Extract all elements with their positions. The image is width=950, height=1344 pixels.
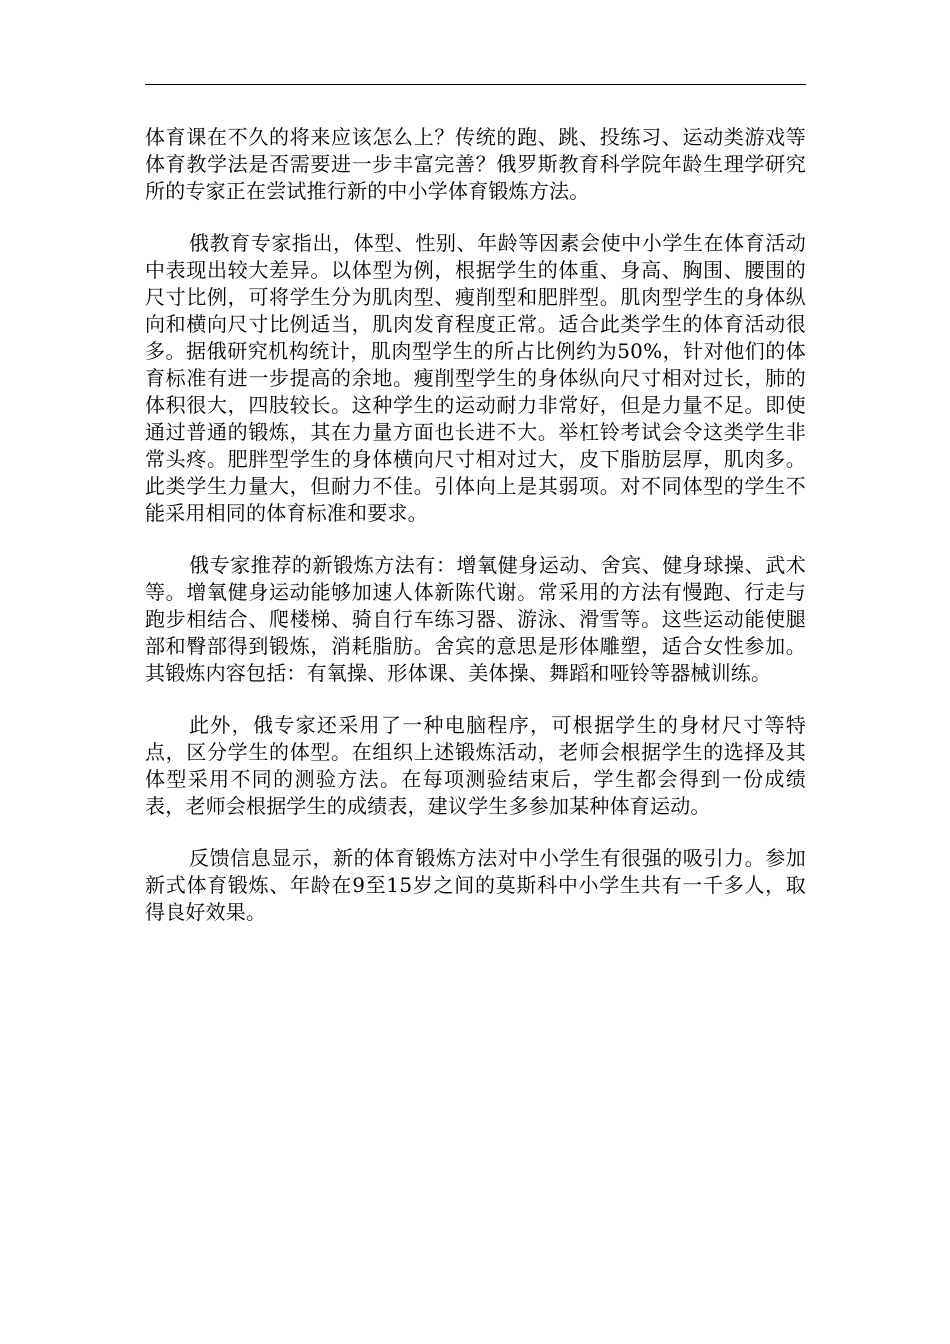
paragraph-intro: 体育课在不久的将来应该怎么上？传统的跑、跳、投练习、运动类游戏等体育教学法是否需要进一步丰富完善？俄罗斯教育科学院年龄生理学研究所的专家正在尝试推行新的中小学体育锻炼方法。	[145, 125, 806, 203]
paragraph-feedback: 反馈信息显示，新的体育锻炼方法对中小学生有很强的吸引力。参加新式体育锻炼、年龄在9至15岁之间的莫斯科中小学生共有一千多人，取得良好效果。	[145, 846, 806, 924]
paragraph-body-types: 俄教育专家指出，体型、性别、年龄等因素会使中小学生在体育活动中表现出较大差异。以体型为例，根据学生的体重、身高、胸围、腰围的尺寸比例，可将学生分为肌肉型、瘦削型和肥胖型。肌肉型学生的身体纵向和横向尺寸比例适当，肌肉发育程度正常。适合此类学生的体育活动很多。据俄研究机构统计，肌肉型学生的所占比例约为50%，针对他们的体育标准有进一步提高的余地。瘦削型学生的身体纵向尺寸相对过长，肺的体积很大，四肢较长。这种学生的运动耐力非常好，但是力量不足。即使通过普通的锻炼，其在力量方面也长进不大。举杠铃考试会令这类学生非常头疼。肥胖型学生的身体横向尺寸相对过大，皮下脂肪层厚，肌肉多。此类学生力量大，但耐力不佳。引体向上是其弱项。对不同体型的学生不能采用相同的体育标准和要求。	[145, 231, 806, 525]
paragraph-exercise-methods: 俄专家推荐的新锻炼方法有：增氧健身运动、舍宾、健身球操、武术等。增氧健身运动能够加速人体新陈代谢。常采用的方法有慢跑、行走与跑步相结合、爬楼梯、骑自行车练习器、游泳、滑雪等。这些运动能使腿部和臀部得到锻炼，消耗脂肪。舍宾的意思是形体雕塑，适合女性参加。其锻炼内容包括：有氧操、形体课、美体操、舞蹈和哑铃等器械训练。	[145, 553, 806, 685]
document-body	[145, 124, 806, 951]
paragraph-computer-program: 此外，俄专家还采用了一种电脑程序，可根据学生的身材尺寸等特点，区分学生的体型。在组织上述锻炼活动，老师会根据学生的选择及其体型采用不同的测验方法。在每项测验结束后，学生都会得到一份成绩表，老师会根据学生的成绩表，建议学生多参加某种体育运动。	[145, 713, 806, 818]
header-rule	[145, 84, 806, 85]
